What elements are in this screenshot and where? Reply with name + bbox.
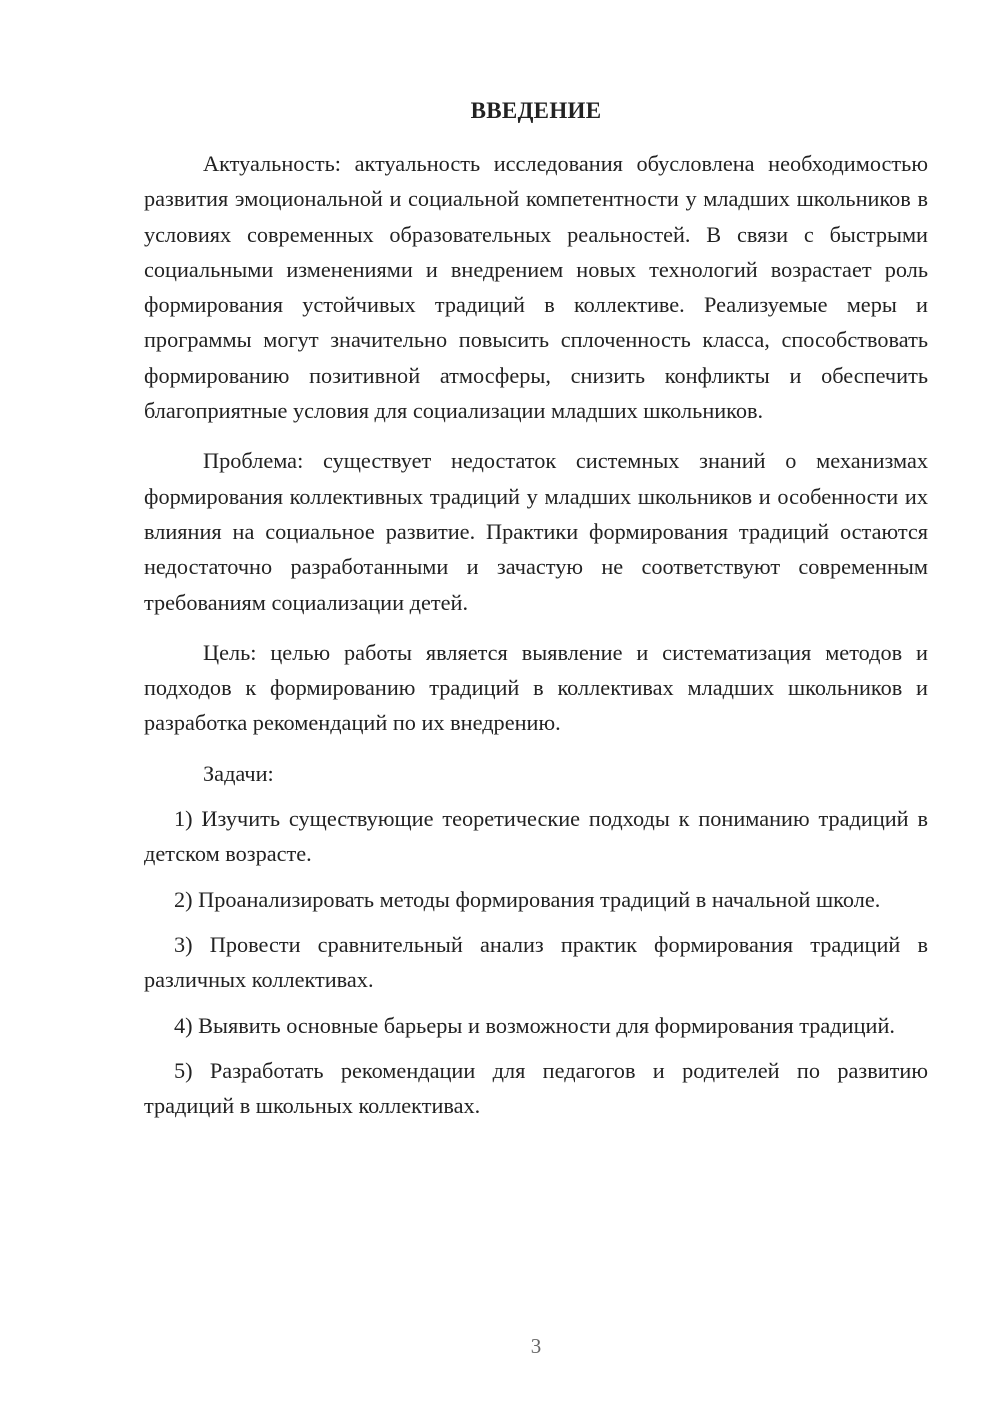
paragraph-problem: Проблема: существует недостаток системных знаний о механизмах формирования коллективных традиций у младших школьников и особенности их влияния на социальное развитие. Практики формирования традиций остаются недостаточно разработанными и зачастую не соответствуют современным требованиям социализации детей. [144,448,928,615]
task-item-5: 5) Разработать рекомендации для педагогов и родителей по развитию традиций в школьных коллективах. [144,1057,928,1119]
task-item-4: 4) Выявить основные барьеры и возможности для формирования традиций. [174,1012,895,1038]
document-page [144,96,928,1123]
paragraph-goal: Цель: целью работы является выявление и систематизация методов и подходов к формированию традиций в коллективах младших школьников и разработка рекомендаций по их внедрению. [144,639,928,736]
page-number: 3 [530,1334,542,1358]
paragraph-relevance: Актуальность: актуальность исследования обусловлена необходимостью развития эмоциональной и социальной компетентности у младших школьников в условиях современных образовательных реальностей. В связи с быстрыми социальными изменениями и внедрением новых технологий возрастает роль формирования устойчивых традиций в коллективе. Реализуемые меры и программы могут значительно повысить сплоченность класса, способствовать формированию позитивной атмосферы, снизить конфликты и обеспечить благоприятные условия для социализации младших школьников. [144,151,928,424]
task-item-1: 1) Изучить существующие теоретические подходы к пониманию традиций в детском возрасте. [144,806,928,867]
task-item-3: 3) Провести сравнительный анализ практик формирования традиций в различных коллективах. [144,931,928,993]
task-item-2: 2) Проанализировать методы формирования традиций в начальной школе. [174,886,881,912]
page-title: ВВЕДЕНИЕ [470,98,602,123]
tasks-label: Задачи: [203,760,274,786]
